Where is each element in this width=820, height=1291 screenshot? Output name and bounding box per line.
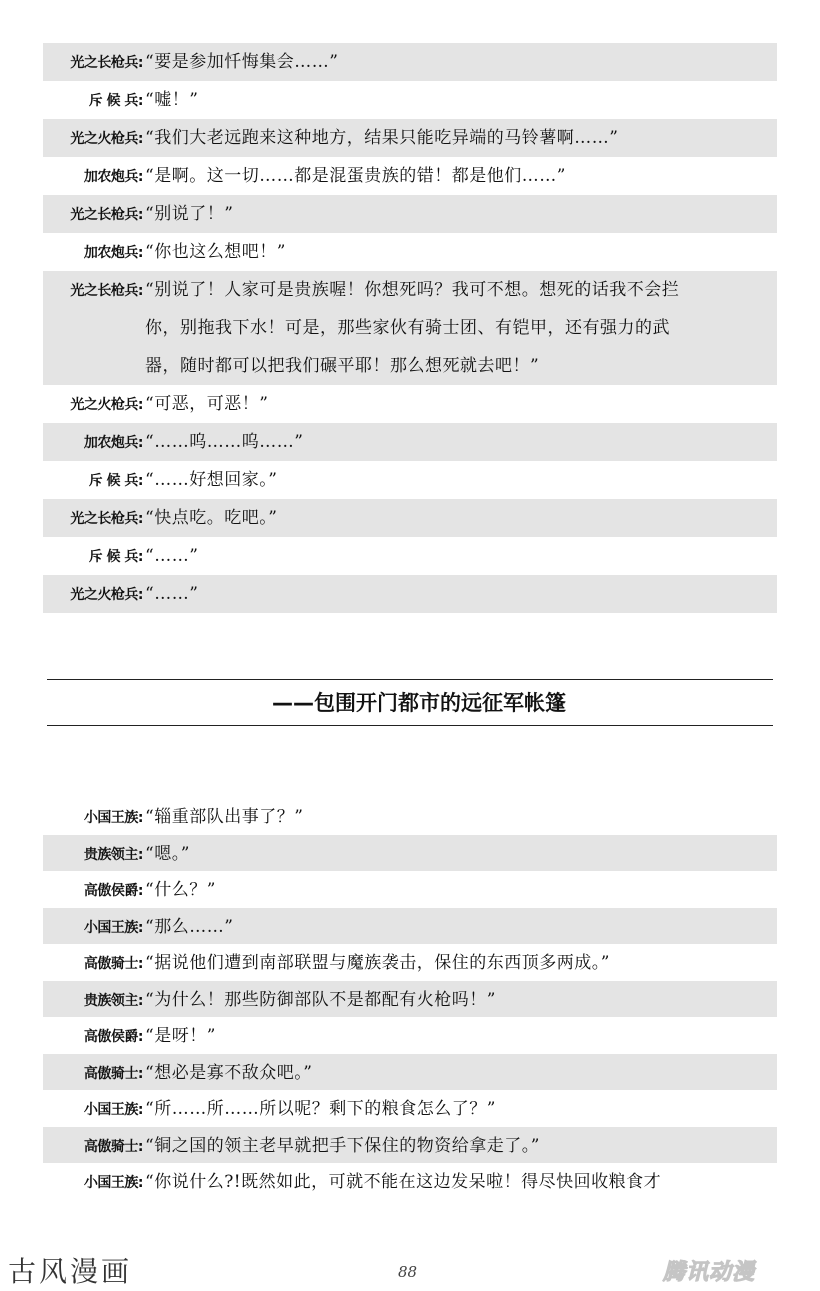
- dialogue-line: “……好想回家。”: [145, 470, 278, 490]
- dialogue-row: [43, 798, 777, 835]
- dialogue-line: “是呀！”: [145, 1026, 216, 1046]
- dialogue-line: “……”: [145, 584, 199, 604]
- dialogue-line: “是啊。这一切……都是混蛋贵族的错！都是他们……”: [145, 166, 566, 186]
- dialogue-row: [43, 981, 777, 1018]
- dialogue-line: “……”: [145, 546, 199, 566]
- dialogue-row: [43, 157, 777, 195]
- dialogue-line: “你说什么?!既然如此，可就不能在这边发呆啦！得尽快回收粮食才: [145, 1172, 662, 1192]
- dialogue-line: “你也这么想吧！”: [145, 242, 286, 262]
- dialogue-row: [43, 537, 777, 575]
- dialogue-line: “铜之国的领主老早就把手下保住的物资给拿走了。”: [145, 1135, 540, 1156]
- dialogue-row: [43, 575, 777, 613]
- dialogue-line: “据说他们遭到南部联盟与魔族袭击，保住的东西顶多两成。”: [145, 953, 610, 973]
- speaker-name: 小国王族:: [83, 919, 143, 936]
- dialogue-line: 器，随时都可以把我们碾平耶！那么想死就去吧！”: [145, 356, 540, 376]
- speaker-name: 高傲骑士:: [83, 1138, 143, 1155]
- dialogue-text: [143, 81, 777, 119]
- speaker-name: 光之火枪兵:: [70, 397, 143, 413]
- speaker-name: 高傲侯爵:: [83, 1029, 143, 1045]
- dialogue-text: [143, 385, 777, 423]
- dialogue-line: “别说了！人家可是贵族喔！你想死吗？我可不想。想死的话我不会拦: [145, 280, 680, 300]
- section-heading-frame: [47, 679, 773, 726]
- dialogue-row: [43, 944, 777, 981]
- dialogue-text: [143, 43, 777, 81]
- dialogue-line: “快点吃。吃吧。”: [145, 508, 278, 528]
- speaker-name: 加农炮兵:: [83, 245, 143, 261]
- dialogue-line: “……呜……呜……”: [145, 432, 304, 452]
- dialogue-line: 你，别拖我下水！可是，那些家伙有骑士团、有铠甲，还有强力的武: [145, 318, 670, 338]
- dialogue-line: “为什么！那些防御部队不是都配有火枪吗！”: [145, 989, 496, 1010]
- dialogue-line: “要是参加忏悔集会……”: [145, 52, 339, 72]
- dialogue-row: [43, 835, 777, 872]
- dialogue-line: “什么？”: [145, 880, 216, 900]
- dialogue-row: [43, 908, 777, 945]
- dialogue-row: [43, 423, 777, 461]
- dialogue-line: “想必是寡不敌众吧。”: [145, 1062, 313, 1083]
- speaker-name: 斥 候 兵:: [88, 549, 143, 565]
- dialogue-row: [43, 1163, 777, 1200]
- dialogue-line: “嗯。”: [145, 843, 190, 864]
- dialogue-text: [143, 271, 777, 385]
- dialogue-row: [43, 1054, 777, 1091]
- speaker-name: 斥 候 兵:: [88, 93, 143, 109]
- speaker-name: 光之长枪兵:: [70, 511, 143, 527]
- speaker-name: 贵族领主:: [83, 846, 143, 863]
- watermark-logo: 腾讯动漫: [663, 1260, 756, 1285]
- dialogue-row: [43, 1017, 777, 1054]
- speaker-name: 光之长枪兵:: [70, 283, 143, 299]
- dialogue-row: [43, 461, 777, 499]
- dialogue-text: [143, 908, 777, 946]
- dialogue-row: [43, 385, 777, 423]
- dialogue-line: “嘘！”: [145, 90, 199, 110]
- dialogue-row: [43, 81, 777, 119]
- dialogue-text: [143, 1090, 777, 1128]
- speaker-name: 小国王族:: [83, 1175, 143, 1191]
- dialogue-row: [43, 195, 777, 233]
- speaker-name: 光之火枪兵:: [70, 587, 143, 603]
- dialogue-text: [143, 499, 777, 537]
- speaker-name: 高傲骑士:: [83, 1065, 143, 1082]
- dialogue-line: “那么……”: [145, 916, 234, 937]
- dialogue-text: [143, 835, 777, 873]
- speaker-name: 加农炮兵:: [83, 169, 143, 185]
- dialogue-text: [143, 233, 777, 271]
- dialogue-line: “可恶，可恶！”: [145, 394, 269, 414]
- dialogue-text: [143, 423, 777, 461]
- speaker-name: 高傲侯爵:: [83, 883, 143, 899]
- dialogue-section-1: [43, 43, 777, 613]
- page-number: 88: [398, 1263, 418, 1281]
- dialogue-text: [143, 1054, 777, 1092]
- section-heading: ——包围开门都市的远征军帐篷: [272, 691, 566, 715]
- dialogue-line: “所……所……所以呢？剩下的粮食怎么了？”: [145, 1099, 496, 1119]
- dialogue-text: [143, 871, 777, 909]
- dialogue-line: “辎重部队出事了？”: [145, 807, 304, 827]
- dialogue-text: [143, 119, 777, 157]
- speaker-name: 小国王族:: [83, 1102, 143, 1118]
- speaker-name: 光之长枪兵:: [70, 55, 143, 71]
- dialogue-text: [143, 944, 777, 982]
- dialogue-text: [143, 1127, 777, 1165]
- dialogue-text: [143, 195, 777, 233]
- dialogue-row: [43, 499, 777, 537]
- dialogue-row: [43, 1127, 777, 1164]
- dialogue-line: “我们大老远跑来这种地方，结果只能吃异端的马铃薯啊……”: [145, 128, 619, 148]
- dialogue-row: [43, 43, 777, 81]
- dialogue-row: [43, 1090, 777, 1127]
- dialogue-row: [43, 233, 777, 271]
- speaker-name: 贵族领主:: [83, 992, 143, 1009]
- dialogue-text: [143, 575, 777, 613]
- speaker-name: 光之火枪兵:: [70, 131, 143, 147]
- dialogue-section-2: [43, 798, 777, 1200]
- speaker-name: 小国王族:: [83, 810, 143, 826]
- dialogue-text: [143, 1163, 777, 1201]
- dialogue-text: [143, 461, 777, 499]
- speaker-name: 高傲骑士:: [83, 956, 143, 972]
- dialogue-row: [43, 871, 777, 908]
- dialogue-text: [143, 981, 777, 1019]
- speaker-name: 加农炮兵:: [83, 435, 143, 451]
- dialogue-text: [143, 537, 777, 575]
- dialogue-line: “别说了！”: [145, 204, 234, 224]
- dialogue-row: [43, 119, 777, 157]
- site-logo: 古风漫画: [8, 1255, 133, 1288]
- dialogue-row: [43, 271, 777, 385]
- dialogue-text: [143, 798, 777, 836]
- dialogue-text: [143, 157, 777, 195]
- dialogue-text: [143, 1017, 777, 1055]
- speaker-name: 斥 候 兵:: [88, 473, 143, 489]
- speaker-name: 光之长枪兵:: [70, 207, 143, 223]
